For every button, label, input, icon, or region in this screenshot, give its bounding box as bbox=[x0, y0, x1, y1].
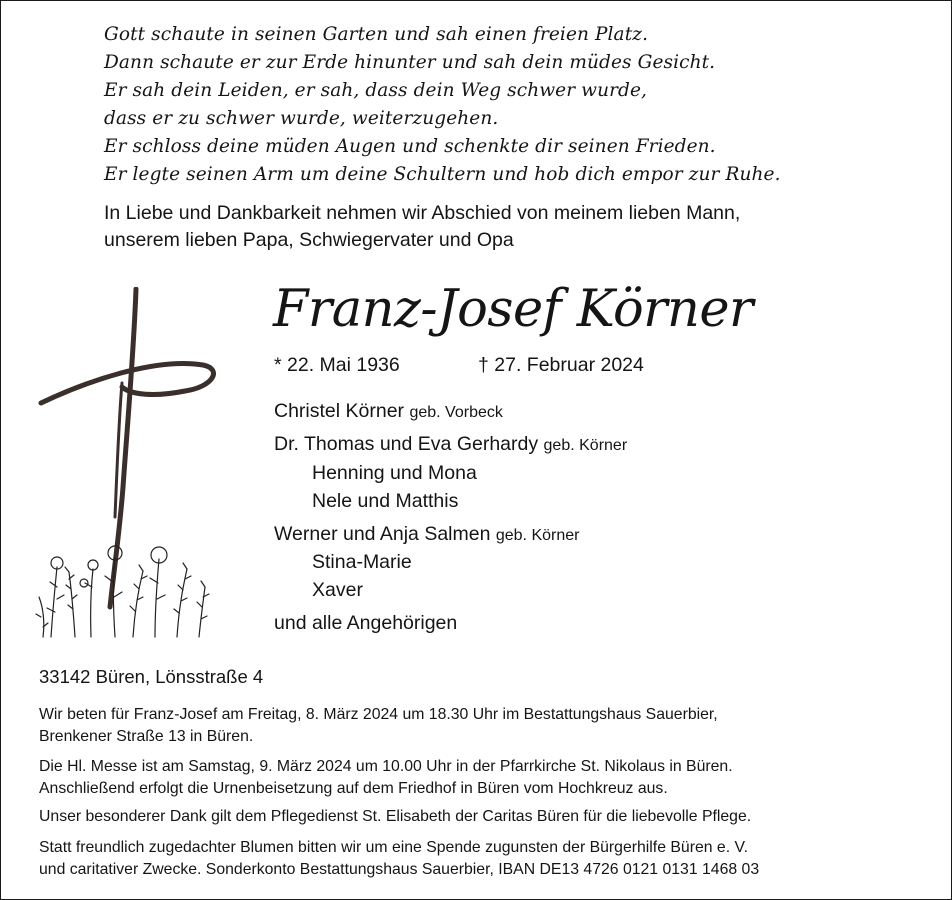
mourner-name: und alle Angehörigen bbox=[274, 612, 458, 634]
mourner-name: Christel Körner bbox=[274, 400, 405, 422]
mourner-name: Werner und Anja Salmen bbox=[274, 523, 491, 545]
prayer-info bbox=[39, 704, 919, 748]
deceased-name: Franz-Josef Körner bbox=[273, 280, 753, 339]
cross-with-flowers bbox=[35, 287, 219, 641]
mourner-name: Xaver bbox=[312, 579, 363, 601]
mourner-line bbox=[274, 398, 503, 426]
maiden-name-note: geb. Vorbeck bbox=[409, 404, 503, 421]
wildflowers-icon bbox=[36, 546, 209, 637]
mourner-line bbox=[274, 610, 457, 636]
mass-info bbox=[39, 756, 919, 800]
poem bbox=[104, 21, 924, 189]
poem-line: Er sah dein Leiden, er sah, dass dein Weg schwer wurde, bbox=[104, 80, 648, 101]
mourner-line bbox=[312, 460, 477, 486]
thanks-info bbox=[39, 806, 919, 828]
info-line: Anschließend erfolgt die Urnenbeisetzung auf dem Friedhof in Büren vom Hochkreuz aus. bbox=[39, 780, 668, 797]
maiden-name-note: geb. Körner bbox=[495, 527, 580, 544]
info-line: Die Hl. Messe ist am Samstag, 9. März 2024 um 10.00 Uhr in der Pfarrkirche St. Nikolaus in Büren. bbox=[39, 758, 733, 775]
mourner-line bbox=[274, 521, 579, 549]
info-line: Brenkener Straße 13 in Büren. bbox=[39, 728, 254, 745]
mourner-name: Dr. Thomas und Eva Gerhardy bbox=[274, 433, 539, 455]
poem-line: Gott schaute in seinen Garten und sah einen freien Platz. bbox=[104, 24, 649, 45]
donation-info bbox=[39, 837, 919, 881]
intro-line: In Liebe und Dankbarkeit nehmen wir Abschied von meinem lieben Mann, bbox=[104, 202, 741, 224]
info-line: Wir beten für Franz-Josef am Freitag, 8. März 2024 um 18.30 Uhr im Bestattungshaus Sauerbier, bbox=[39, 706, 718, 723]
family-address: 33142 Büren, Lönsstraße 4 bbox=[39, 666, 264, 687]
mourner-name: Henning und Mona bbox=[312, 462, 477, 484]
birth-date: * 22. Mai 1936 bbox=[274, 354, 400, 376]
mourner-line bbox=[312, 488, 458, 514]
mourner-name: Stina-Marie bbox=[312, 551, 412, 573]
info-line: Unser besonderer Dank gilt dem Pflegedienst St. Elisabeth der Caritas Büren für die liebevolle Pflege. bbox=[39, 808, 752, 825]
mourner-line bbox=[274, 431, 627, 459]
poem-line: Dann schaute er zur Erde hinunter und sah dein müdes Gesicht. bbox=[104, 52, 716, 73]
mourner-line bbox=[312, 549, 412, 575]
info-line: Statt freundlich zugedachter Blumen bitten wir um eine Spende zugunsten der Bürgerhilfe Büren e. V. bbox=[39, 839, 748, 856]
poem-line: Er schloss deine müden Augen und schenkte dir seinen Frieden. bbox=[104, 136, 716, 157]
maiden-name-note: geb. Körner bbox=[543, 437, 628, 454]
intro-line: unserem lieben Papa, Schwiegervater und Opa bbox=[104, 229, 514, 251]
farewell-intro bbox=[104, 200, 904, 254]
info-line: und caritativer Zwecke. Sonderkonto Bestattungshaus Sauerbier, IBAN DE13 4726 0121 0131 1468 03 bbox=[39, 861, 760, 878]
death-date: † 27. Februar 2024 bbox=[478, 354, 644, 376]
mourner-name: Nele und Matthis bbox=[312, 490, 459, 512]
poem-line: Er legte seinen Arm um deine Schultern und hob dich empor zur Ruhe. bbox=[104, 164, 781, 185]
hand-drawn-cross-icon bbox=[41, 289, 213, 607]
poem-line: dass er zu schwer wurde, weiterzugehen. bbox=[104, 108, 499, 129]
mourner-line bbox=[312, 577, 363, 603]
